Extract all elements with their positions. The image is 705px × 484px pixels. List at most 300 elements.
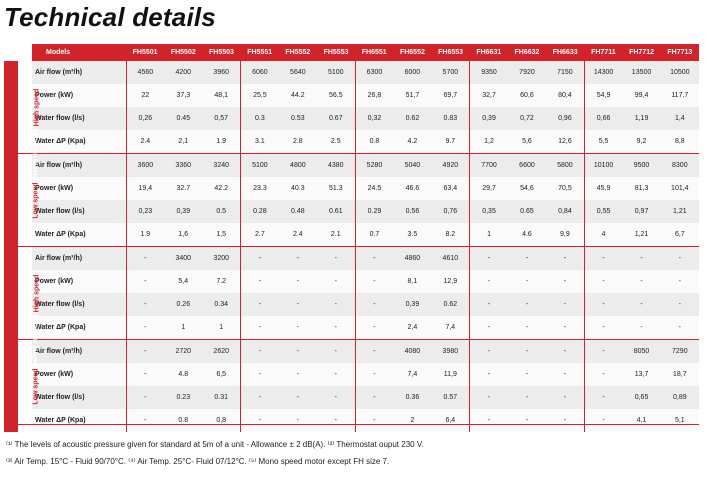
value-cell: -: [508, 247, 546, 271]
value-cell: 9,2: [622, 130, 660, 154]
table-row: [4, 316, 699, 340]
value-cell: 5100: [317, 61, 355, 84]
value-cell: 32.7: [164, 177, 202, 200]
value-cell: 0,66: [584, 107, 622, 130]
value-cell: -: [508, 270, 546, 293]
value-cell: 51,7: [393, 84, 431, 107]
value-cell: 2,4: [393, 316, 431, 340]
value-cell: 54,9: [584, 84, 622, 107]
value-cell: 0,96: [546, 107, 584, 130]
value-cell: -: [241, 363, 279, 386]
row-label: Air flow (m³/h): [32, 340, 126, 364]
value-cell: 117,7: [661, 84, 699, 107]
value-cell: 7,4: [432, 316, 470, 340]
value-cell: -: [317, 340, 355, 364]
value-cell: 5100: [241, 154, 279, 178]
speed-label-text: High speed: [33, 274, 41, 312]
value-cell: -: [317, 270, 355, 293]
table-row: [4, 200, 699, 223]
value-cell: 2720: [164, 340, 202, 364]
row-label: Water ΔP (Kpa): [32, 409, 126, 432]
value-cell: -: [470, 270, 508, 293]
value-cell: -: [546, 386, 584, 409]
value-cell: 8050: [622, 340, 660, 364]
value-cell: -: [279, 270, 317, 293]
value-cell: -: [546, 340, 584, 364]
value-cell: 0,8: [202, 409, 240, 432]
value-cell: 4.8: [164, 363, 202, 386]
model-header: FH5503: [202, 44, 240, 61]
value-cell: 0,23: [126, 200, 164, 223]
header-row: [4, 44, 699, 61]
value-cell: -: [584, 409, 622, 432]
value-cell: 4200: [164, 61, 202, 84]
value-cell: 10500: [661, 61, 699, 84]
row-label: Water ΔP (Kpa): [32, 130, 126, 154]
table-row: [4, 386, 699, 409]
value-cell: 1,2: [470, 130, 508, 154]
value-cell: 0.7: [355, 223, 393, 247]
value-cell: 2.4: [279, 223, 317, 247]
row-label: Water flow (l/s): [32, 293, 126, 316]
value-cell: 5,1: [661, 409, 699, 432]
value-cell: 5640: [279, 61, 317, 84]
value-cell: 99,4: [622, 84, 660, 107]
value-cell: 24.5: [355, 177, 393, 200]
model-header: FH5502: [164, 44, 202, 61]
value-cell: 9,9: [546, 223, 584, 247]
model-header: FH5552: [279, 44, 317, 61]
value-cell: 44.2: [279, 84, 317, 107]
row-label: Water flow (l/s): [32, 107, 126, 130]
value-cell: -: [546, 270, 584, 293]
model-header: FH7713: [661, 44, 699, 61]
model-header: FH6633: [546, 44, 584, 61]
value-cell: -: [279, 409, 317, 432]
value-cell: 2,1: [164, 130, 202, 154]
value-cell: 0,39: [164, 200, 202, 223]
value-cell: -: [355, 340, 393, 364]
value-cell: 8,1: [393, 270, 431, 293]
row-label: Air flow (m³/h): [32, 61, 126, 84]
value-cell: 70,5: [546, 177, 584, 200]
value-cell: -: [661, 316, 699, 340]
table-row: [4, 154, 699, 178]
value-cell: 3240: [202, 154, 240, 178]
value-cell: 1: [470, 223, 508, 247]
value-cell: -: [317, 386, 355, 409]
value-cell: 1,21: [622, 223, 660, 247]
value-cell: 12,6: [546, 130, 584, 154]
value-cell: 56.5: [317, 84, 355, 107]
model-header: FH7711: [584, 44, 622, 61]
value-cell: -: [241, 316, 279, 340]
value-cell: 5280: [355, 154, 393, 178]
row-label: Water flow (l/s): [32, 200, 126, 223]
value-cell: 2.5: [317, 130, 355, 154]
value-cell: 0,39: [393, 293, 431, 316]
value-cell: -: [241, 340, 279, 364]
value-cell: 13,7: [622, 363, 660, 386]
value-cell: -: [584, 363, 622, 386]
value-cell: 81,3: [622, 177, 660, 200]
value-cell: 0.62: [393, 107, 431, 130]
value-cell: 0,84: [546, 200, 584, 223]
value-cell: 63,4: [432, 177, 470, 200]
row-label: Power (kW): [32, 84, 126, 107]
value-cell: -: [622, 247, 660, 271]
value-cell: -: [661, 293, 699, 316]
value-cell: 9.7: [432, 130, 470, 154]
value-cell: 9500: [622, 154, 660, 178]
table-row: [4, 223, 699, 247]
value-cell: 0,35: [470, 200, 508, 223]
value-cell: 5800: [546, 154, 584, 178]
model-header: FH5501: [126, 44, 164, 61]
value-cell: -: [355, 247, 393, 271]
value-cell: 8.2: [432, 223, 470, 247]
value-cell: 3600: [126, 154, 164, 178]
speed-label-text: Low speed: [32, 367, 40, 405]
table-row: [4, 130, 699, 154]
value-cell: 1.9: [202, 130, 240, 154]
value-cell: 48,1: [202, 84, 240, 107]
value-cell: 0,97: [622, 200, 660, 223]
value-cell: 22: [126, 84, 164, 107]
row-label: Water ΔP (Kpa): [32, 223, 126, 247]
value-cell: 1,19: [622, 107, 660, 130]
value-cell: 0,57: [202, 107, 240, 130]
value-cell: 42.2: [202, 177, 240, 200]
value-cell: 0.23: [164, 386, 202, 409]
value-cell: -: [470, 293, 508, 316]
footnotes: [6, 436, 424, 470]
value-cell: -: [470, 316, 508, 340]
value-cell: -: [470, 386, 508, 409]
row-label: Power (kW): [32, 363, 126, 386]
value-cell: 6,7: [661, 223, 699, 247]
value-cell: 2.4: [126, 130, 164, 154]
value-cell: -: [126, 316, 164, 340]
value-cell: 8300: [661, 154, 699, 178]
value-cell: 0.28: [241, 200, 279, 223]
row-label: Air flow (m³/h): [32, 154, 126, 178]
row-label: Water flow (l/s): [32, 386, 126, 409]
value-cell: 0,65: [622, 386, 660, 409]
value-cell: 2: [393, 409, 431, 432]
value-cell: -: [622, 293, 660, 316]
value-cell: 5,4: [164, 270, 202, 293]
value-cell: 13500: [622, 61, 660, 84]
value-cell: -: [622, 270, 660, 293]
value-cell: 6,5: [202, 363, 240, 386]
value-cell: 2.1: [317, 223, 355, 247]
value-cell: 3.5: [393, 223, 431, 247]
value-cell: 0,39: [470, 107, 508, 130]
value-cell: 2620: [202, 340, 240, 364]
speed-label: [18, 340, 40, 433]
value-cell: 18,7: [661, 363, 699, 386]
value-cell: 0.29: [355, 200, 393, 223]
speed-label: [18, 154, 40, 247]
value-cell: 45,9: [584, 177, 622, 200]
value-cell: 4380: [317, 154, 355, 178]
value-cell: 4,1: [622, 409, 660, 432]
value-cell: 7700: [470, 154, 508, 178]
value-cell: -: [279, 340, 317, 364]
value-cell: 1,4: [661, 107, 699, 130]
value-cell: 0.3: [241, 107, 279, 130]
value-cell: 1,21: [661, 200, 699, 223]
value-cell: 1: [164, 316, 202, 340]
value-cell: 5,5: [584, 130, 622, 154]
value-cell: 0.57: [432, 386, 470, 409]
value-cell: -: [355, 293, 393, 316]
value-cell: -: [622, 316, 660, 340]
value-cell: -: [126, 247, 164, 271]
value-cell: 7290: [661, 340, 699, 364]
value-cell: -: [241, 270, 279, 293]
value-cell: 8,8: [661, 130, 699, 154]
value-cell: 1: [202, 316, 240, 340]
table-row: [4, 293, 699, 316]
value-cell: 5700: [432, 61, 470, 84]
value-cell: 0,76: [432, 200, 470, 223]
value-cell: 0,89: [661, 386, 699, 409]
value-cell: -: [241, 409, 279, 432]
value-cell: -: [126, 386, 164, 409]
value-cell: -: [279, 293, 317, 316]
value-cell: -: [584, 293, 622, 316]
value-cell: -: [355, 409, 393, 432]
value-cell: 0.31: [202, 386, 240, 409]
value-cell: 0,26: [126, 107, 164, 130]
header-gap: [18, 44, 32, 61]
value-cell: 0.53: [279, 107, 317, 130]
value-cell: -: [355, 316, 393, 340]
value-cell: 9350: [470, 61, 508, 84]
table-row: [4, 107, 699, 130]
value-cell: 3360: [164, 154, 202, 178]
value-cell: 3.1: [241, 130, 279, 154]
value-cell: -: [508, 409, 546, 432]
value-cell: -: [279, 247, 317, 271]
value-cell: 2.8: [279, 130, 317, 154]
value-cell: 32,7: [470, 84, 508, 107]
value-cell: 40.3: [279, 177, 317, 200]
value-cell: -: [126, 270, 164, 293]
value-cell: 1,6: [164, 223, 202, 247]
table-row: [4, 61, 699, 84]
value-cell: 80,4: [546, 84, 584, 107]
value-cell: 37,3: [164, 84, 202, 107]
row-label: Power (kW): [32, 270, 126, 293]
value-cell: 4610: [432, 247, 470, 271]
value-cell: -: [470, 409, 508, 432]
value-cell: 4.6: [508, 223, 546, 247]
value-cell: -: [241, 247, 279, 271]
models-header: Models: [32, 44, 126, 61]
model-header: FH6551: [355, 44, 393, 61]
value-cell: 3960: [202, 61, 240, 84]
value-cell: -: [508, 363, 546, 386]
value-cell: 4.2: [393, 130, 431, 154]
footnote-line: ⁽³⁾ Air Temp. 15°C - Fluid 90/70°C. ⁽⁴⁾ Air Temp. 25°C- Fluid 07/12°C. ⁽⁵⁾ Mono speed motor except FH size 7.: [6, 457, 390, 466]
value-cell: -: [355, 363, 393, 386]
value-cell: 0.26: [164, 293, 202, 316]
value-cell: 0.83: [432, 107, 470, 130]
value-cell: 101,4: [661, 177, 699, 200]
value-cell: 3200: [202, 247, 240, 271]
value-cell: 0.62: [432, 293, 470, 316]
value-cell: 14300: [584, 61, 622, 84]
model-header: FH6552: [393, 44, 431, 61]
value-cell: 7,4: [393, 363, 431, 386]
value-cell: 6,4: [432, 409, 470, 432]
value-cell: 0.34: [202, 293, 240, 316]
value-cell: -: [317, 316, 355, 340]
value-cell: -: [126, 293, 164, 316]
value-cell: 0.48: [279, 200, 317, 223]
value-cell: -: [546, 293, 584, 316]
model-header: FH6553: [432, 44, 470, 61]
value-cell: 6000: [393, 61, 431, 84]
value-cell: 4080: [393, 340, 431, 364]
value-cell: -: [508, 386, 546, 409]
value-cell: 0.65: [508, 200, 546, 223]
table-row: [4, 177, 699, 200]
model-header: FH5551: [241, 44, 279, 61]
value-cell: 23.3: [241, 177, 279, 200]
value-cell: 3400: [164, 247, 202, 271]
value-cell: -: [355, 386, 393, 409]
value-cell: 6600: [508, 154, 546, 178]
value-cell: 6300: [355, 61, 393, 84]
value-cell: 0,32: [355, 107, 393, 130]
value-cell: 0.5: [202, 200, 240, 223]
value-cell: 11,9: [432, 363, 470, 386]
value-cell: 19,4: [126, 177, 164, 200]
table-row: [4, 84, 699, 107]
value-cell: -: [317, 409, 355, 432]
value-cell: -: [317, 293, 355, 316]
value-cell: 2.7: [241, 223, 279, 247]
value-cell: 0.61: [317, 200, 355, 223]
value-cell: -: [317, 247, 355, 271]
value-cell: -: [470, 363, 508, 386]
value-cell: 10100: [584, 154, 622, 178]
value-cell: 4: [584, 223, 622, 247]
row-label: Water ΔP (Kpa): [32, 316, 126, 340]
value-cell: 7920: [508, 61, 546, 84]
table-row: [4, 409, 699, 432]
value-cell: 26,8: [355, 84, 393, 107]
technical-details-table: [4, 44, 699, 432]
value-cell: -: [126, 340, 164, 364]
row-label: Air flow (m³/h): [32, 247, 126, 271]
value-cell: -: [508, 340, 546, 364]
value-cell: 0,55: [584, 200, 622, 223]
value-cell: 1.9: [126, 223, 164, 247]
value-cell: -: [508, 293, 546, 316]
value-cell: 6060: [241, 61, 279, 84]
value-cell: -: [546, 363, 584, 386]
value-cell: 0,72: [508, 107, 546, 130]
value-cell: 25,5: [241, 84, 279, 107]
value-cell: 0.56: [393, 200, 431, 223]
value-cell: -: [470, 247, 508, 271]
value-cell: 69,7: [432, 84, 470, 107]
value-cell: -: [661, 247, 699, 271]
table-row: [4, 340, 699, 364]
section-label-text: Cooling models (2): [32, 308, 39, 371]
value-cell: 0.8: [355, 130, 393, 154]
value-cell: -: [470, 340, 508, 364]
value-cell: 4560: [126, 61, 164, 84]
value-cell: -: [508, 316, 546, 340]
value-cell: 60,6: [508, 84, 546, 107]
value-cell: -: [241, 386, 279, 409]
value-cell: 4920: [432, 154, 470, 178]
value-cell: 5040: [393, 154, 431, 178]
value-cell: 0.67: [317, 107, 355, 130]
value-cell: 0.36: [393, 386, 431, 409]
value-cell: 12,9: [432, 270, 470, 293]
value-cell: -: [279, 316, 317, 340]
row-label: Power (kW): [32, 177, 126, 200]
value-cell: -: [584, 247, 622, 271]
table-row: [4, 247, 699, 271]
model-header: FH7712: [622, 44, 660, 61]
value-cell: 7150: [546, 61, 584, 84]
value-cell: 51.3: [317, 177, 355, 200]
value-cell: 3980: [432, 340, 470, 364]
value-cell: 29,7: [470, 177, 508, 200]
value-cell: 46.6: [393, 177, 431, 200]
value-cell: -: [279, 386, 317, 409]
value-cell: 0.8: [164, 409, 202, 432]
value-cell: -: [241, 293, 279, 316]
value-cell: -: [546, 316, 584, 340]
table-row: [4, 270, 699, 293]
value-cell: -: [584, 316, 622, 340]
speed-label-text: Low speed: [32, 181, 40, 219]
table-row: [4, 363, 699, 386]
value-cell: -: [584, 386, 622, 409]
model-header: FH6631: [470, 44, 508, 61]
value-cell: 7.2: [202, 270, 240, 293]
value-cell: -: [126, 363, 164, 386]
value-cell: -: [317, 363, 355, 386]
value-cell: 0.45: [164, 107, 202, 130]
table-bottom-rule: [4, 424, 699, 425]
value-cell: 4800: [279, 154, 317, 178]
value-cell: 5,6: [508, 130, 546, 154]
value-cell: 1,5: [202, 223, 240, 247]
value-cell: -: [584, 340, 622, 364]
page-title: Technical details: [4, 2, 216, 32]
footnote-line: ⁽¹⁾ The levels of acoustic pressure given for standard at 5m of a unit - Allowance ± 2 dB(A). ⁽²⁾ Thermostat ouput 230 V.: [6, 440, 424, 449]
speed-label-text: High speed: [33, 88, 41, 126]
value-cell: -: [355, 270, 393, 293]
header-gap: [4, 44, 18, 61]
value-cell: 4860: [393, 247, 431, 271]
value-cell: -: [661, 270, 699, 293]
value-cell: 54,6: [508, 177, 546, 200]
section-label-text: Heating models (1): [31, 122, 39, 185]
value-cell: -: [546, 409, 584, 432]
model-header: FH5553: [317, 44, 355, 61]
